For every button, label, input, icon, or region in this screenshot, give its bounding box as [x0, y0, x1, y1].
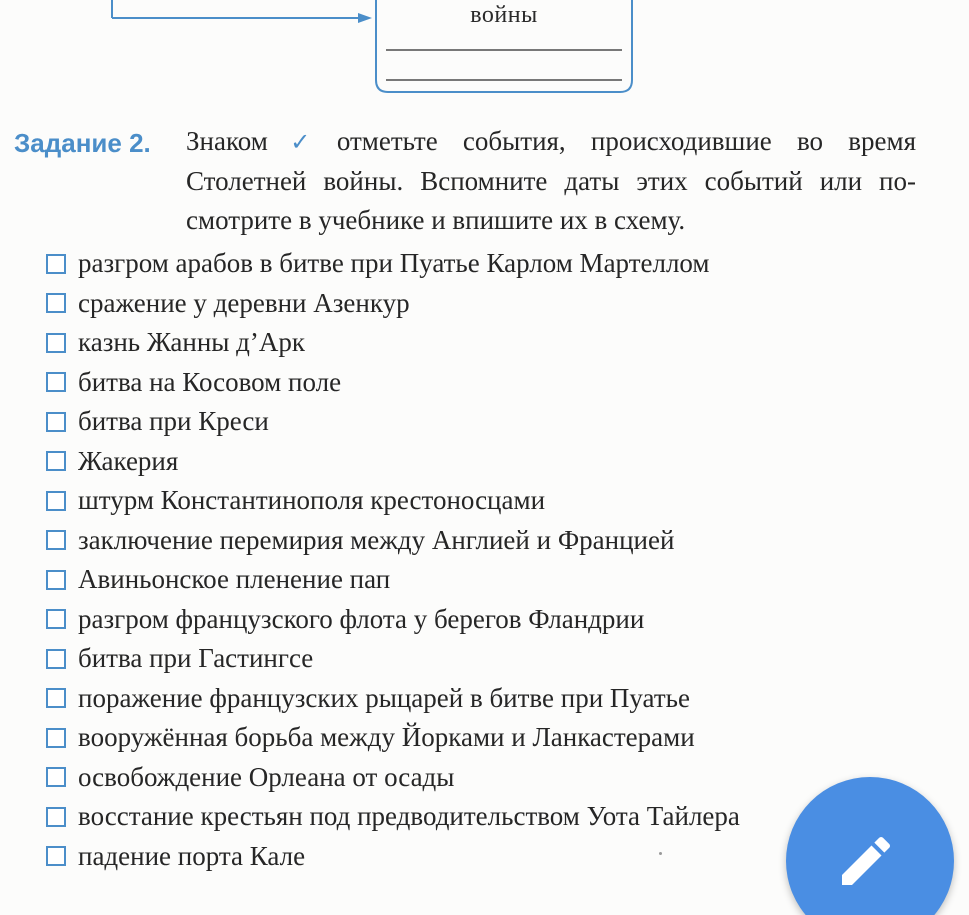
event-item[interactable]	[46, 837, 740, 877]
task-instructions	[186, 122, 916, 240]
event-label: разгром арабов в битве при Пуатье Карлом Мартеллом	[78, 248, 710, 279]
event-label: Авиньонское пленение пап	[78, 564, 391, 595]
event-item[interactable]	[46, 442, 740, 482]
events-list	[46, 244, 740, 876]
event-label: штурм Константинополя крестоносцами	[78, 485, 546, 516]
event-item[interactable]	[46, 284, 740, 324]
checkbox[interactable]	[46, 609, 66, 629]
checkbox[interactable]	[46, 530, 66, 550]
event-item[interactable]	[46, 363, 740, 403]
checkbox[interactable]	[46, 807, 66, 827]
event-label: битва при Креси	[78, 406, 269, 437]
event-label: Жакерия	[78, 445, 179, 476]
event-item[interactable]	[46, 679, 740, 719]
checkbox[interactable]	[46, 649, 66, 669]
event-label: битва на Косовом поле	[78, 366, 342, 397]
checkbox[interactable]	[46, 293, 66, 313]
event-item[interactable]	[46, 560, 740, 600]
checkbox[interactable]	[46, 767, 66, 787]
event-item[interactable]	[46, 600, 740, 640]
event-item[interactable]	[46, 481, 740, 521]
checkbox[interactable]	[46, 412, 66, 432]
event-label: восстание крестьян под предводительством Уота Тайлера	[78, 801, 740, 832]
checkbox[interactable]	[46, 570, 66, 590]
task-text-rest: отметьте события, происходившие во время Столетней войны. Вспомните даты этих событий или по-смотрите в учебнике и впишите их в схему.	[186, 126, 916, 235]
edit-button[interactable]	[786, 777, 954, 915]
checkbox[interactable]	[46, 372, 66, 392]
event-label: поражение французских рыцарей в битве при Пуатье	[78, 682, 690, 713]
event-item[interactable]	[46, 402, 740, 442]
event-label: падение порта Кале	[78, 840, 306, 871]
checkbox[interactable]	[46, 688, 66, 708]
task-label: Задание 2.	[14, 128, 151, 158]
connector-arrowhead	[358, 13, 372, 23]
event-label: освобождение Орлеана от осады	[78, 761, 455, 792]
task-text-start: Знаком	[186, 126, 268, 156]
event-label: битва при Гастингсе	[78, 643, 314, 674]
pencil-icon	[834, 829, 898, 893]
checkbox[interactable]	[46, 728, 66, 748]
check-mark-icon: ✓	[271, 128, 329, 156]
checkbox[interactable]	[46, 333, 66, 353]
event-item[interactable]	[46, 718, 740, 758]
event-label: заключение перемирия между Англией и Францией	[78, 524, 675, 555]
event-item[interactable]	[46, 244, 740, 284]
event-item[interactable]	[46, 521, 740, 561]
event-label: казнь Жанны д’Арк	[78, 327, 306, 358]
event-item[interactable]	[46, 797, 740, 837]
event-item[interactable]	[46, 758, 740, 798]
box-label: войны	[470, 2, 538, 28]
event-item[interactable]	[46, 639, 740, 679]
checkbox[interactable]	[46, 254, 66, 274]
paper-speck	[659, 852, 662, 855]
checkbox[interactable]	[46, 491, 66, 511]
checkbox[interactable]	[46, 846, 66, 866]
event-item[interactable]	[46, 323, 740, 363]
scheme-diagram	[0, 0, 969, 100]
event-label: вооружённая борьба между Йорками и Ланкастерами	[78, 722, 695, 753]
event-label: сражение у деревни Азенкур	[78, 287, 410, 318]
checkbox[interactable]	[46, 451, 66, 471]
event-label: разгром французского флота у берегов Фландрии	[78, 603, 645, 634]
